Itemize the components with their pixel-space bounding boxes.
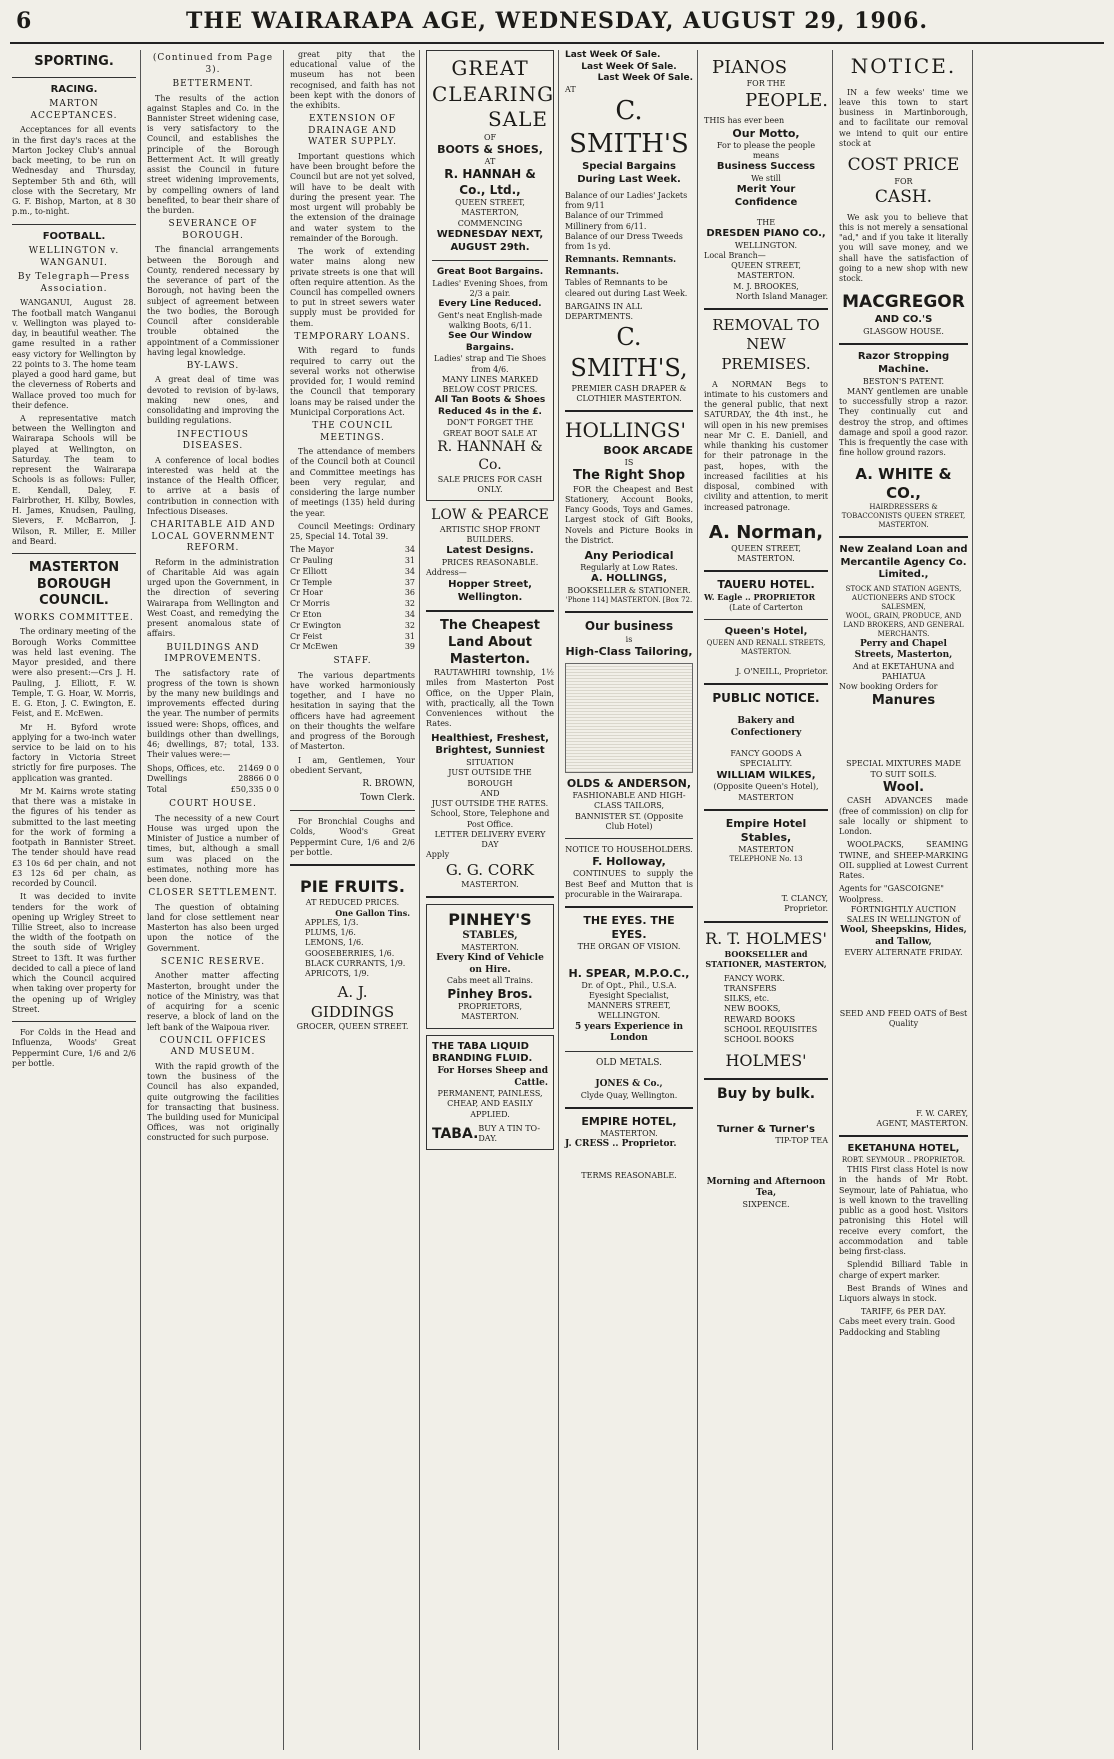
ad-text: BOOKSELLER & STATIONER. (567, 586, 691, 596)
ad-text: Merit Your Confidence (734, 184, 798, 208)
subheading: SCENIC RESERVE. (160, 956, 266, 967)
ad-address: MASTERTON. (600, 1128, 658, 1138)
ad-text: Morning and Afternoon Tea, (706, 1176, 826, 1199)
ad-name: A. Norman, (708, 521, 824, 543)
ad-text: Any Periodical (584, 549, 674, 563)
ad-text: F. W. CAREY, (916, 1108, 968, 1118)
column-council-report-2 (286, 50, 419, 1750)
ad-text: Balance of our Ladies' Jackets from 9/11 (565, 190, 688, 211)
subheading: TEMPORARY LOANS. (294, 331, 411, 342)
ad-text: Apply (426, 850, 450, 860)
attendance-list (290, 545, 415, 653)
column-sporting (8, 50, 140, 1750)
tailoring-illustration (565, 663, 693, 773)
ad-text: And at EKETAHUNA and PAHIATUA (852, 662, 955, 682)
ad-address: MANNERS STREET, WELLINGTON. (587, 1001, 671, 1021)
ad-text: FOR the Cheapest and Best Stationery, Account Books, Fancy Goods, Toys and Games. Largest stock of Gift Books, Novels and Picture Books in the District. (565, 484, 693, 545)
ad-text: See Our Window Bargains. (448, 331, 532, 353)
price-list: APPLES, 1/3. PLUMS, 1/6. LEMONS, 1/6. GOOSEBERRIES, 1/6. BLACK CURRANTS, 1/9. APRICOTS, 1/9. (305, 917, 406, 979)
value-table (147, 764, 279, 796)
ad-text: EVERY ALTERNATE FRIDAY. (844, 948, 963, 958)
ad-name: C. SMITH'S (569, 95, 689, 160)
ad-address: QUEEN STREET, MASTERTON. (731, 543, 801, 564)
article-title: MARTON ACCEPTANCES. (30, 99, 118, 121)
ad-name: JONES & Co., (595, 1079, 663, 1090)
continuation: (Continued from Page 3). (152, 53, 274, 75)
ad-address: MASTERTON (738, 792, 794, 802)
column-ads-1 (422, 50, 558, 1750)
ad-text: LETTER DELIVERY EVERY DAY (434, 829, 546, 850)
column-rule (697, 50, 698, 1750)
ad-text: WOOLPACKS, SEAMING TWINE, and SHEEP-MARKING OIL supplied at Lowest Current Rates. (839, 840, 968, 881)
ad-text: Last Week Of Sale. (597, 73, 693, 84)
column-council-report (143, 50, 283, 1750)
ad-text: Last Week Of Sale. (581, 61, 677, 72)
ad-text: OF (483, 132, 497, 142)
article-text: With the rapid growth of the town the business of the Council has also expanded, quite outgrowing the facilities for transacting that business. The building used for Municipal Offices, was not originally constructed for such purpose. (147, 1061, 279, 1143)
ad-text: For to please the people means (716, 140, 816, 160)
ad-text: FANCY GOODS A SPECIALITY. (730, 749, 802, 769)
ad-text: AT (565, 84, 576, 94)
ad-text: Ladies' Evening Shoes, from 2/3 a pair. (432, 278, 548, 299)
ad-text: BOOTS & SHOES, (437, 143, 543, 157)
hannah-sale-ad (426, 50, 554, 501)
ad-text: PREMIER CASH DRAPER & CLOTHIER MASTERTON. (571, 383, 687, 403)
ad-name: LOW & PEARCE (431, 507, 549, 524)
ad-headline: PIANOS (712, 57, 788, 78)
ad-address: (Opposite Queen's Hotel), (713, 782, 819, 792)
ad-name: TAUERU HOTEL. (717, 578, 815, 592)
ad-address: GROCER, QUEEN STREET. (296, 1021, 409, 1031)
ad-text: BOOK ARCADE (603, 443, 693, 457)
ad-text: HAIRDRESSERS & TOBACCONISTS QUEEN STREET, MASTERTON. (841, 503, 966, 529)
ad-text: Every Line Reduced. (438, 299, 542, 310)
ad-name: HOLLINGS' (565, 418, 686, 443)
ad-text: BUY A TIN TO-DAY. (478, 1123, 541, 1144)
masthead (10, 4, 1104, 44)
ad-text: ARTISTIC SHOP FRONT BUILDERS. (439, 524, 541, 545)
subheading: CLOSER SETTLEMENT. (148, 888, 278, 899)
ad-headline: NOTICE TO HOUSEHOLDERS. (565, 845, 693, 855)
ad-address: Clyde Quay, Wellington. (580, 1090, 678, 1100)
column-ads-3 (700, 50, 832, 1750)
pie-fruits-ad (290, 872, 415, 1037)
article-text: The financial arrangements between the Borough and County, rendered necessary by the severance of part of the Borough, not having been the subject of agreement between the two bodies, the Borough Council after considerable trouble obtained the appointment of a Commissioner having legal knowledge. (147, 245, 279, 357)
list-item: Cr Morris 32 (290, 599, 415, 609)
ad-address: QUEEN STREET, MASTERTON. (731, 261, 801, 281)
ad-name: New Zealand Loan and Mercantile Agency Co. Limited., (839, 543, 968, 581)
ad-text: SPECIAL MIXTURES MADE TO SUIT SOILS. (846, 759, 961, 779)
ad-text: is (625, 634, 633, 644)
list-item: The Mayor 34 (290, 545, 415, 555)
article-text: A great deal of time was devoted to revision of by-laws, making new ones, and consolidating and improving the building regulations. (147, 375, 279, 426)
ad-text: AGENT, MASTERTON. (876, 1119, 968, 1129)
ad-headline: PUBLIC NOTICE. (712, 690, 820, 705)
ad-text: Bakery and Confectionery (730, 716, 802, 738)
ad-headline: Razor Stropping Machine. (857, 351, 950, 375)
article-text: Reform in the administration of Charitable Aid was again urged upon the Government, in the direction of severing Wairarapa from Wellington and West Coast, and remedying the present anomalous state of affairs. (147, 557, 279, 639)
subheading: BY-LAWS. (186, 360, 240, 371)
ad-text: IS (624, 457, 634, 467)
ad-text: Now booking Orders for (839, 682, 938, 692)
ad-text: QUEEN STREET, MASTERTON, (455, 198, 525, 218)
ad-name: PINHEY'S (448, 909, 532, 929)
article-text: A representative match between the Wellington and Wairarapa Schools will be played at Wellington, on Saturday. The team to represent the Wairarapa Schools is as follows: Fuller, E. Kendall, Daley, F. Fairbrother, H. Kilby, Bowles, H. James, Knudsen, Pauling, Sievers, F. McBarron, J. Wilson, R. Miller, E. Miller and Beard. (12, 414, 136, 546)
article-text: The satisfactory rate of progress of the town is shown by the many new buildings and improvements effected during the year. The number of permits issued were: Shops, offices, and buildings other than dwellings, 46; dwellings, 87; total, 133. Their values were:— (147, 668, 279, 760)
ad-text: THE (756, 217, 776, 227)
ad-headline: THE TABA LIQUID BRANDING FLUID. (432, 1040, 533, 1065)
ad-text: Agents for "GASCOIGNE" Woolpress. (839, 884, 944, 904)
ad-text: THIS has ever been (704, 116, 785, 126)
ad-text: Our Motto, (732, 126, 800, 140)
ad-text: TELEPHONE No. 13 (729, 855, 803, 864)
ad-name: TABA. (432, 1126, 479, 1143)
ad-text: TARIFF, 6s PER DAY. (861, 1307, 946, 1317)
ad-headline: The Right Shop (572, 468, 686, 484)
ad-text: Balance of our Dress Tweeds from 1s yd. (565, 231, 683, 252)
ad-name: A. WHITE & CO., (855, 464, 952, 502)
article-text: The necessity of a new Court House was urged upon the Minister of Justice a number of times, but, although a small sum was placed on the estimates, nothing more has been done. (147, 813, 279, 884)
subheading: BUILDINGS AND IMPROVEMENTS. (164, 642, 262, 665)
list-item: Cr Pauling 31 (290, 556, 415, 566)
ad-text: J. CRESS .. Proprietor. (565, 1139, 677, 1150)
ad-text: THE ORGAN OF VISION. (577, 942, 681, 952)
column-rule (972, 50, 973, 1750)
ad-headline: CLEARING (432, 81, 555, 106)
subheading: SEVERANCE OF BOROUGH. (168, 219, 258, 241)
ad-text: Wool, Sheepskins, Hides, and Tallow, (840, 925, 967, 947)
ad-name: R. T. HOLMES' (705, 928, 827, 948)
ad-text: WOOL, GRAIN, PRODUCE, AND LAND BROKERS, AND GENERAL MERCHANTS. (843, 612, 964, 639)
subheading: INFECTIOUS DISEASES. (177, 429, 249, 452)
ad-text: JUST OUTSIDE THE BOROUGH (448, 768, 532, 788)
list-item: Cr Temple 37 (290, 577, 415, 587)
ad-text: We ask you to believe that this is not merely a sensational "ad," and if you take it literally you will save money, and we shall have the satisfaction of going to a new shop with new stock. (839, 212, 968, 284)
subheading: RACING. (50, 83, 98, 95)
ad-text: Manures (871, 692, 936, 708)
subheading: CHARITABLE AID AND LOCAL GOVERNMENT REFORM. (150, 520, 276, 554)
ad-headline: GREAT (451, 56, 529, 80)
article-title: WELLINGTON v. WANGANUI. (28, 246, 120, 268)
ad-text: FOR (894, 176, 913, 186)
ad-text: MANY LINES MARKED BELOW COST PRICES. (441, 374, 539, 395)
ad-text: We still (751, 173, 781, 183)
ad-text: COMMENCING (457, 218, 523, 228)
ad-text: 5 years Experience in London (574, 1021, 684, 1044)
article-text: With regard to funds required to carry out the several works not otherwise provided for, I would remind the Council that temporary loans may be raised under the Municipal Corporations Act. (290, 346, 415, 417)
ad-headline: The Cheapest Land About Masterton. (440, 618, 540, 667)
ad-text: W. Eagle .. PROPRIETOR (704, 592, 816, 603)
ad-text: Gent's neat English-made walking Boots, 6/11. (437, 310, 543, 331)
ad-headline: Our business (584, 619, 674, 634)
ad-name: R. HANNAH & Co., Ltd., (444, 167, 536, 197)
ad-text: BESTON'S PATENT. (862, 376, 945, 386)
ad-text: THIS First class Hotel is now in the hands of Mr Robt. Seymour, late of Pahiatua, who is well known to the travelling public as a good host. Visitors patronising this Hotel will receive every comfort, the accommodation and table being first-class. (839, 1165, 968, 1257)
ad-headline: High-Class Tailoring, (565, 645, 693, 659)
ad-headline: REMOVAL TO (712, 316, 820, 335)
article-text: Mr H. Byford wrote applying for a two-inch water service to be laid on to his factory in Victoria Street strictly for fire purposes. The application was granted. (12, 722, 136, 783)
ad-address: BANNISTER ST. (Opposite Club Hotel) (574, 811, 684, 831)
ad-text: Every Kind of Vehicle on Hire. (436, 953, 544, 975)
ad-text: TERMS REASONABLE. (581, 1170, 677, 1180)
ad-text: JUST OUTSIDE THE RATES. (431, 799, 549, 809)
ad-name: DRESDEN PIANO CO., (706, 227, 826, 239)
ad-text: Address— (426, 568, 467, 578)
section-heading: SPORTING. (34, 54, 114, 69)
ad-text: AND (480, 788, 500, 798)
ad-text: FASHIONABLE AND HIGH-CLASS TAILORS, (572, 791, 686, 811)
stock-list: FANCY WORK. TRANSFERS SILKS, etc. NEW BOOKS, REWARD BOOKS SCHOOL REQUISITES SCHOOL BOOKS (724, 973, 818, 1045)
ad-text: For Horses Sheep and Cattle. (437, 1066, 548, 1088)
ad-headline: OLD METALS. (596, 1057, 662, 1068)
ad-address: Hopper Street, Wellington. (448, 578, 532, 603)
subheading: FOOTBALL. (42, 230, 106, 242)
ad-text: (Late of Carterton (729, 602, 803, 612)
ad-name: A. HOLLINGS, (590, 573, 668, 585)
ad-text: Business Success (716, 161, 816, 173)
ad-text: PRICES REASONABLE. (441, 558, 539, 568)
table-row: Total £50,335 0 0 (147, 785, 279, 795)
ad-name: WILLIAM WILKES, (716, 769, 816, 781)
ad-text: Tables of Remnants to be cleared out during Last Week. (565, 278, 688, 298)
subheading: COURT HOUSE. (169, 799, 257, 810)
ad-name: HOLMES' (725, 1051, 807, 1071)
ad-text: J. O'NEILL, Proprietor. (736, 666, 828, 676)
ad-text: Cabs meet all Trains. (446, 976, 534, 986)
article-text: The various departments have worked harmoniously together, and I have no hesitation in saying that the officers have had agreement on their thoughts the welfare and progress of the Borough of Masterton. (290, 670, 415, 752)
ad-text: T. CLANCY, (781, 894, 828, 904)
ad-text: FORTNIGHTLY AUCTION SALES IN WELLINGTON of (846, 904, 961, 924)
ad-text: Dr. of Opt., Phil., U.S.A. Eyesight Specialist, (581, 980, 677, 1000)
column-ads-4 (835, 50, 972, 1750)
ad-text: ROBT. SEYMOUR .. PROPRIETOR. (841, 1156, 966, 1165)
ad-text: Special Bargains During Last Week. (577, 161, 681, 186)
subheading: STAFF. (333, 656, 372, 667)
ad-name: EMPIRE HOTEL, (581, 1114, 677, 1128)
list-item: Cr Ewington 32 (290, 620, 415, 630)
ad-name: Pinhey Bros. (447, 986, 533, 1001)
ad-name: F. Holloway, (592, 855, 666, 869)
closing: I am, Gentlemen, Your obedient Servant, (290, 755, 415, 775)
column-rule (419, 50, 420, 1750)
subheading: THE COUNCIL MEETINGS. (312, 421, 393, 443)
column-rule (558, 50, 559, 1750)
article-text: The results of the action against Staples and Co. in the Bannister Street widening case, is very satisfactory to the Council, and establishes the principle of the Borough Betterment Act. It will greatly assist the Council in future street widening improvements, by compelling owners of land benefited, to bear their share of the burden. (147, 93, 279, 216)
column-rule (140, 50, 141, 1750)
ad-subtitle: One Gallon Tins. (335, 907, 410, 918)
ad-text: M. J. BROOKES, (733, 281, 799, 291)
ad-address: QUEEN AND RENALL STREETS, MASTERTON. (706, 638, 826, 656)
article-text: Mr M. Kairns wrote stating that there was a mistake in the figures of his tender as submitted to the last meeting for the work of forming a footpath in Bannister Street. The tender should have read £3 10s 6d per chain, and not £3 12s 6d per chain, as recorded by Council. (12, 786, 136, 889)
ad-text: SITUATION (466, 758, 514, 768)
list-item: Cr Hoar 36 (290, 588, 415, 598)
section-heading: MASTERTON BOROUGH COUNCIL. (28, 560, 120, 609)
ad-name: R. HANNAH & Co. (437, 438, 543, 473)
ad-name: MACGREGOR (842, 292, 965, 313)
byline: By Telegraph—Press Association. (17, 272, 131, 294)
pinhey-stables-ad (426, 904, 554, 1029)
ad-text: MASTERTON. (461, 943, 519, 953)
ad-text: Healthiest, Freshest, Brightest, Sunniest (431, 732, 549, 757)
ad-text: Splendid Billiard Table in charge of expert marker. (839, 1260, 968, 1280)
article-text: Another matter affecting Masterton, brought under the notice of the Ministry, was that of acquiring for a scenic reserve, a block of land on the left bank of the Waipoua river. (147, 971, 279, 1032)
ad-name: AND CO.'S (874, 314, 933, 326)
list-item: Cr Feist 31 (290, 631, 415, 641)
ad-text: IN a few weeks' time we leave this town to start business in Martinborough, and to facilitate our removal we intend to quit our entire stock at (839, 87, 968, 148)
article-text: Important questions which have been brought before the Council but are not yet solved, will have to be dealt with during the present year. The most urgent will probably be the extension of the drainage and water system to the remainder of the Borough. (290, 151, 415, 243)
ad-text: 'Phone 114] MASTERTON. [Box 72. (565, 596, 693, 605)
ad-name: A. J. GIDDINGS (310, 983, 395, 1021)
ad-headline: COST PRICE (847, 155, 960, 175)
list-item: Cr Elliott 34 (290, 566, 415, 576)
table-row: Shops, Offices, etc. 21469 0 0 (147, 763, 279, 773)
ad-name: G. G. CORK (445, 860, 535, 879)
article-text: The attendance of members of the Council both at Council and Committee meetings has been very regular, and considering the large number of meetings (135) held during the year. (290, 447, 415, 518)
ad-text: Balance of our Trimmed Millinery from 6/11. (565, 211, 664, 231)
ad-address: MASTERTON. (461, 879, 519, 889)
column-rule (832, 50, 833, 1750)
ad-text: TIP-TOP TEA (775, 1136, 828, 1146)
subheading: BETTERMENT. (172, 79, 254, 90)
ad-name: Queen's Hotel, (724, 625, 808, 637)
ad-name: H. SPEAR, M.P.O.C., (568, 966, 690, 980)
article-text: great pity that the educational value of the museum has not been recognised, and faith has not been kept with the donors of the exhibits. (290, 50, 415, 111)
ad-text: DON'T FORGET THE GREAT BOOT SALE AT (442, 418, 538, 438)
footnote: For Colds in the Head and Influenza, Woods' Great Peppermint Cure, 1/6 and 2/6 per bottle. (12, 1028, 136, 1068)
ad-text: STABLES, (462, 930, 518, 942)
page-number: 6 (16, 8, 32, 34)
article-text: Acceptances for all events in the first day's races at the Marton Jockey Club's annual back meeting, to be run on Wednesday and Thursday, September 5th and 6th, will close with the Secretary, Mr G. F. Bishop, Marton, at 8 30 p.m., to-night. (12, 125, 136, 217)
ad-text: CASH ADVANCES made (free of commission) on clip for sale locally or shipment to London. (839, 796, 968, 837)
taba-ad (426, 1035, 554, 1151)
ad-text: BARGAINS IN ALL DEPARTMENTS. (565, 301, 643, 322)
ad-text: Best Brands of Wines and Liquors always in stock. (839, 1283, 968, 1303)
ad-text: Remnants. Remnants. Remnants. (565, 255, 677, 277)
ad-text: All Tan Boots & Shoes Reduced 4s in the £. (434, 395, 546, 417)
article-text: The work of extending water mains along new private streets is one that will often require attention. As the Council has compelled owners to put in street sewers water supply must be provided for them. (290, 247, 415, 328)
ad-subtitle: AT REDUCED PRICES. (305, 897, 400, 907)
ad-text: Wool. (882, 779, 925, 795)
signature-title: Town Clerk. (360, 792, 415, 803)
ad-text: CONTINUES to supply the Best Beef and Mutton that is procurable in the Wairarapa. (565, 869, 693, 899)
ad-name: C. SMITH'S, (570, 323, 688, 382)
ad-text: FOR THE (746, 79, 786, 89)
ad-text: GLASGOW HOUSE. (863, 326, 944, 336)
article-text: The question of obtaining land for close settlement near Masterton has also been urged upon the notice of the Government. (147, 902, 279, 953)
table-row: Dwellings 28866 0 0 (147, 774, 279, 784)
ad-text: SALE PRICES FOR CASH ONLY. (437, 474, 543, 494)
ad-text: STOCK AND STATION AGENTS, AUCTIONEERS AND STOCK SALESMEN, (845, 585, 962, 612)
ad-text: MANY gentlemen are unable to successfully strop a razor. They continually cut and destroy the strop, and oftimes damage and spoil a good razor. This is frequently the case with fine hollow ground razors. (839, 386, 968, 458)
ad-text: WEDNESDAY NEXT, AUGUST 29th. (436, 228, 544, 253)
ad-text: A NORMAN Begs to intimate to his customers and the general public, that next SATURDAY, the 4th inst., he will open in his new premises near Mr C. E. Daniell, and while thanking his customer for their patronage in the past, hopes, with the increased facilities at his disposal, combined with civility and attention, to merit increased patronage. (704, 379, 828, 512)
ad-text: Proprietor. (784, 904, 828, 914)
ad-name: OLDS & ANDERSON, (566, 777, 692, 791)
page-title: THE WAIRARAPA AGE, WEDNESDAY, AUGUST 29, 1906. (185, 8, 929, 34)
ad-headline: THE EYES. THE EYES. (583, 914, 675, 942)
ad-headline: Buy by bulk. (716, 1085, 816, 1102)
list-item: Cr Eton 34 (290, 610, 415, 620)
ad-text: BOOKSELLER and STATIONER, MASTERTON, (705, 949, 827, 970)
ad-address: MASTERTON (738, 845, 794, 855)
ad-text: SEED AND FEED OATS of Best Quality (839, 1008, 968, 1028)
ad-headline: CASH. (874, 186, 933, 207)
ad-text: School, Store, Telephone and Post Office. (430, 809, 550, 829)
ad-text: SIXPENCE. (742, 1199, 790, 1209)
signature-name: R. BROWN, (362, 779, 415, 790)
ad-title: PIE FRUITS. (300, 877, 405, 897)
footnote: For Bronchial Coughs and Colds, Wood's Great Peppermint Cure, 1/6 and 2/6 per bottle. (290, 817, 415, 857)
ad-headline: SALE (487, 107, 548, 132)
ad-text: RAUTAWHIRI township, 1½ miles from Masterton Post Office, on the Upper Plain, with, practically, all the Town Conveniences without the Rates. (426, 668, 554, 729)
ad-text: Ladies' strap and Tie Shoes from 4/6. (434, 354, 546, 374)
subheading: EXTENSION OF DRAINAGE AND WATER SUPPLY. (308, 114, 397, 148)
ad-text: Latest Designs. (446, 545, 534, 557)
ad-text: Last Week Of Sale. (565, 50, 661, 60)
column-ads-2 (561, 50, 697, 1750)
ad-headline: NEW PREMISES. (721, 335, 811, 373)
ad-text: Cabs meet every train. Good Paddocking and Stabling (839, 1317, 956, 1337)
list-item: Cr McEwen 39 (290, 642, 415, 652)
ad-text: North Island Manager. (735, 291, 828, 301)
article-title: WORKS COMMITTEE. (14, 612, 134, 623)
ad-text: PROPRIETORS, MASTERTON. (457, 1002, 523, 1022)
ad-text: Perry and Chapel Streets, Masterton, (854, 638, 953, 661)
ad-address: WELLINGTON. (734, 240, 798, 250)
article-text: A conference of local bodies interested was held at the instance of the Health Officer, to arrive at a basis of contribution in connection with Infectious Diseases. (147, 455, 279, 516)
article-text: The ordinary meeting of the Borough Works Committee was held last evening. The Mayor presided, and there were also present:—Crs J. H. Pauling, J. Elliott, F. W. Temple, T. G. Hoar, W. Morris, E. G. Eton, J. C. Ewington, E. Feist, and E. McEwen. (12, 627, 136, 719)
article-text: It was decided to invite tenders for the work of opening up Wrigley Street to Tillie Street, also to increase the width of the footpath on the south side of Wrigley Street to 13ft. It was further decided to call a piece of land which the Council acquired when taking over property for the opening up of Wrigley Street. (12, 892, 136, 1014)
attendance-heading: Council Meetings: Ordinary 25, Special 14. Total 39. (290, 521, 415, 541)
ad-name: EKETAHUNA HOTEL, (847, 1143, 960, 1155)
article-text: WANGANUI, August 28. The football match Wanganui v. Wellington was played to-day, in beautiful weather. The game resulted in a rather easy victory for Wellington by 22 points to 3. The home team played a good hard game, but the cleverness of Roberts and Wallace proved too much for their defence. (12, 298, 136, 410)
ad-text: PERMANENT, PAINLESS, CHEAP, AND EASILY APPLIED. (437, 1089, 543, 1119)
ad-text: AT (484, 157, 496, 167)
ad-text: Great Boot Bargains. (436, 267, 544, 278)
ad-name: Turner & Turner's (717, 1123, 815, 1135)
subheading: COUNCIL OFFICES AND MUSEUM. (159, 1035, 267, 1058)
ad-name: Empire Hotel Stables, (725, 816, 807, 844)
ad-text: Regularly at Low Rates. (580, 563, 678, 573)
column-rule (283, 50, 284, 1750)
ad-headline: PEOPLE. (745, 90, 828, 112)
ad-headline: NOTICE. (850, 54, 957, 78)
ad-text: Local Branch— (704, 250, 766, 260)
